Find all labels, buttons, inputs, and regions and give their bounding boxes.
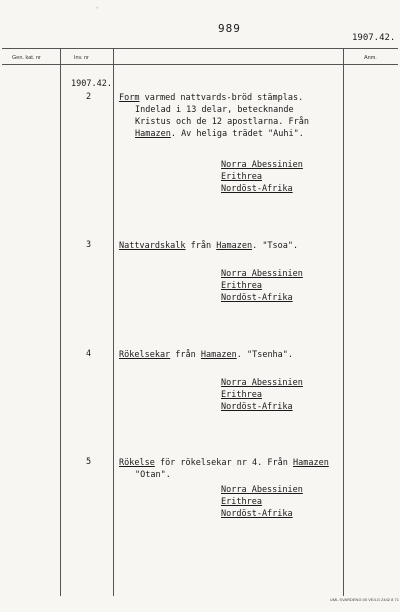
entry-number: 3 [86, 240, 92, 250]
location-line: Nordöst-Afrika [221, 402, 293, 412]
entry-number: 2 [86, 92, 92, 102]
object-name: Rökelse [119, 458, 155, 468]
location-line: Norra Abessinien [221, 485, 303, 495]
entry-number: 4 [86, 349, 92, 359]
entry-description-line: Rökelse för rökelsekar nr 4. Från Hamazen [119, 458, 329, 468]
object-name: Nattvardskalk [119, 241, 186, 251]
location-line: Erithrea [221, 172, 262, 182]
location-block [221, 268, 303, 304]
location-block [221, 159, 303, 195]
location-line: Erithrea [221, 390, 262, 400]
page-number: 989 [218, 22, 241, 35]
column-divider-inv-text [113, 48, 114, 596]
entry-description-line: Form varmed nattvards-bröd stämplas. [119, 93, 304, 103]
location-line: Norra Abessinien [221, 160, 303, 170]
object-name: Form [119, 93, 140, 103]
location-line: Norra Abessinien [221, 269, 303, 279]
table-header-rule [2, 64, 398, 65]
print-info: UML SVARDENG 00 VE/LG 2442 8 71 [330, 597, 399, 602]
column-divider-gen-inv [60, 48, 61, 596]
stray-mark: ˈ [95, 6, 100, 14]
column-header-gen-kat-nr: Gen. kat. nr [12, 55, 41, 61]
location-block [221, 484, 303, 520]
table-top-rule [2, 48, 398, 49]
location-line: Nordöst-Afrika [221, 184, 293, 194]
column-header-inv-nr: Inv. nr [74, 55, 89, 61]
place-name: Hamazen [216, 241, 253, 251]
column-divider-text-anm [343, 48, 344, 596]
location-line: Nordöst-Afrika [221, 509, 293, 519]
group-number: 1907.42. [71, 79, 112, 89]
object-name: Rökelsekar [119, 350, 171, 360]
location-line: Nordöst-Afrika [221, 293, 293, 303]
location-line: Erithrea [221, 497, 262, 507]
location-block [221, 377, 303, 413]
entry-description-line: Hamazen. Av heliga trädet "Auhi". [135, 129, 304, 139]
column-header-anm: Anm. [364, 55, 377, 61]
entry-description-line: Kristus och de 12 apostlarna. Från [135, 117, 309, 127]
location-line: Norra Abessinien [221, 378, 303, 388]
place-name: Hamazen [135, 129, 171, 139]
location-line: Erithrea [221, 281, 262, 291]
entry-description-line: "Otan". [135, 470, 171, 480]
place-name: Hamazen [293, 458, 329, 468]
year-corner: 1907.42. [352, 33, 396, 43]
entry-description-line: Nattvardskalk från Hamazen. "Tsoa". [119, 241, 299, 251]
entry-description-line: Rökelsekar från Hamazen. "Tsenha". [119, 350, 294, 360]
place-name: Hamazen [200, 350, 237, 360]
entry-number: 5 [86, 457, 92, 467]
entry-description-line: Indelad i 13 delar, betecknande [135, 105, 294, 115]
